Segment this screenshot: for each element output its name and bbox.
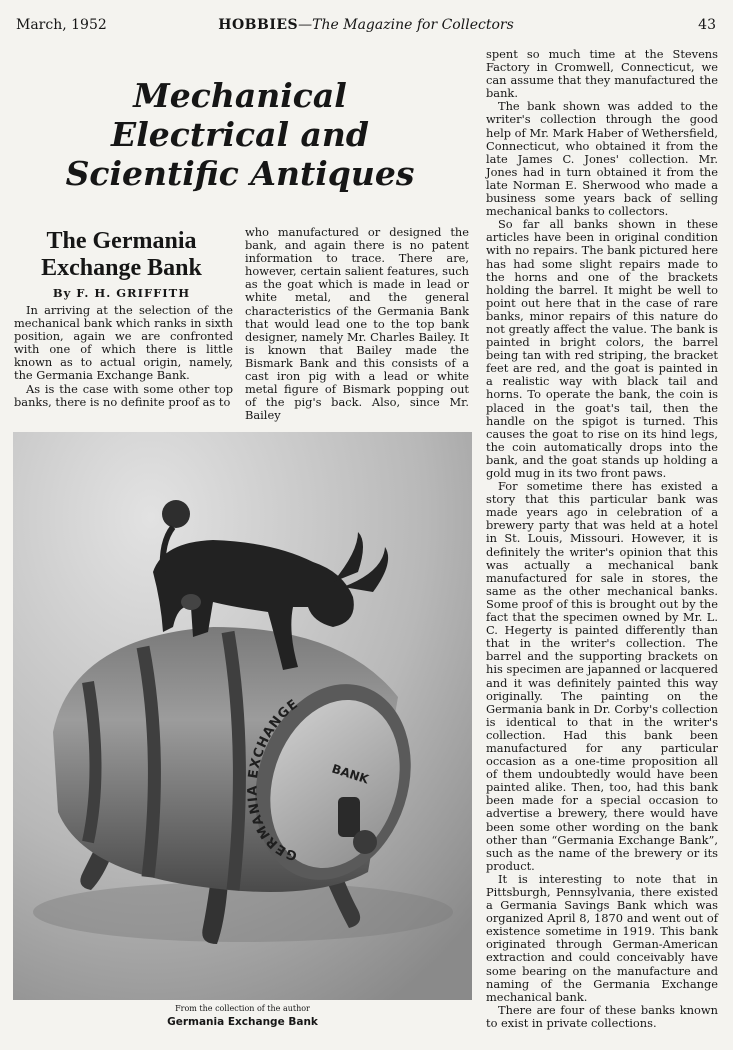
section-title-line: Electrical and [111,115,369,154]
section-title-line: Scientific Antiques [65,154,415,193]
barrel-center-text: BANK [330,761,371,787]
bank-photo-illustration [13,432,472,1000]
paragraph: There are four of these banks known to exist in private collections. [486,1002,718,1030]
magazine-tagline: —The Magazine for Collectors [298,17,514,33]
paragraph: It is interesting to note that in Pittsburgh, Pennsylvania, there existed a Germania Savings Bank which was organized April 8, 1870 and went out of existence sometime in 1919. This bank originated through German-American extraction and could conceivably have some bearing on the manufacture and naming of the Germania Exchange mechanical bank. [486,871,718,1004]
paragraph: For sometime there has existed a story that this particular bank was made years ago in celebration of a brewery party that was held at a hotel in St. Louis, Missouri. However, it is definitely the writer's opinion that this was actually a mechanical bank manufactured for sale in stores, the same as the other mechanical banks. Some proof of this is brought out by the fact that the specimen owned by Mr. L. C. Hegerty is painted differently than that in the writer's collection. The barrel and the supporting brackets on his specimen are japanned or lacquered and it was definitely painted this way originally. The painting on the Germania bank in Dr. Corby's collection is identical to that in the writer's collection. Had this bank been manufactured for any particular occasion as a one-time proposition all of them undoubtedly would have been painted alike. Then, too, had this bank been made for a special occasion to advertise a brewery, there would have been some other wording on the bank other than “Germania Exchange Bank”, such as the name of the brewery or its product. [486,479,718,873]
article-column-2 [245,226,469,422]
barrel-ring-text: GERMANIA EXCHANGE [245,696,302,863]
bank-photograph [13,432,472,1000]
photo-credit: From the collection of the author [175,1004,310,1013]
paragraph: So far all banks shown in these articles have been in original condition with no repairs. The bank pictured here has had some slight repairs made to the horns and one of the brackets holding the barrel. It might be well to point out here that in the case of rare banks, minor repairs of this nature do not greatly affect the value. The bank is painted in bright colors, the barrel being tan with red striping, the bracket feet are red, and the goat is painted in a realistic way with black tail and horns. To operate the bank, the coin is placed in the goat's tail, then the handle on the spigot is turned. This causes the goat to rise on its hind legs, the coin automatically drops into the bank, and the goat stands up holding a gold mug in its two front paws. [486,217,718,480]
article-byline: By F. H. GRIFFITH [52,286,191,300]
paragraph: The bank shown was added to the writer's collection through the good help of Mr. Mark Haber of Wethersfield, Connecticut, who obtained it from the late James C. Jones' collection. Mr. Jones had in turn obtained it from the late Norman E. Sherwood who made a business some years back of selling mechanical banks to collectors. [486,99,718,219]
magazine-title [16,16,716,34]
photo-caption: Germania Exchange Bank [167,1016,318,1028]
page-header [16,16,716,34]
article-title-line: Exchange Bank [41,255,202,281]
paragraph: who manufactured or designed the bank, and again there is no patent information to trace. There are, however, certain salient features, such as the goat which is made in lead or white metal, and the general characteristics of the Germania Bank that would lead one to the top bank designer, namely Mr. Charles Bailey. It is known that Bailey made the Bismark Bank and this consists of a cast iron pig with a lead or white metal figure of Bismark popping out of the pig's back. Also, since Mr. Bailey [245,225,469,423]
paragraph: spent so much time at the Stevens Factory in Cromwell, Connecticut, we can assume that they manufactured the bank. [486,47,718,101]
article-title [14,228,229,282]
article-column-3 [486,48,718,1030]
article-column-1 [14,304,233,409]
page-number: 43 [698,17,716,33]
article-title-line: The Germania [46,228,197,254]
section-title-line: Mechanical [133,76,347,115]
magazine-name: HOBBIES [218,17,299,33]
paragraph: As is the case with some other top banks, there is no definite proof as to [14,381,233,409]
section-title [60,76,420,193]
issue-date: March, 1952 [16,17,107,33]
paragraph: In arriving at the selection of the mechanical bank which ranks in sixth position, again we are confronted with one of which there is little known as to actual origin, namely, the Germania Exchange Bank. [14,303,233,383]
